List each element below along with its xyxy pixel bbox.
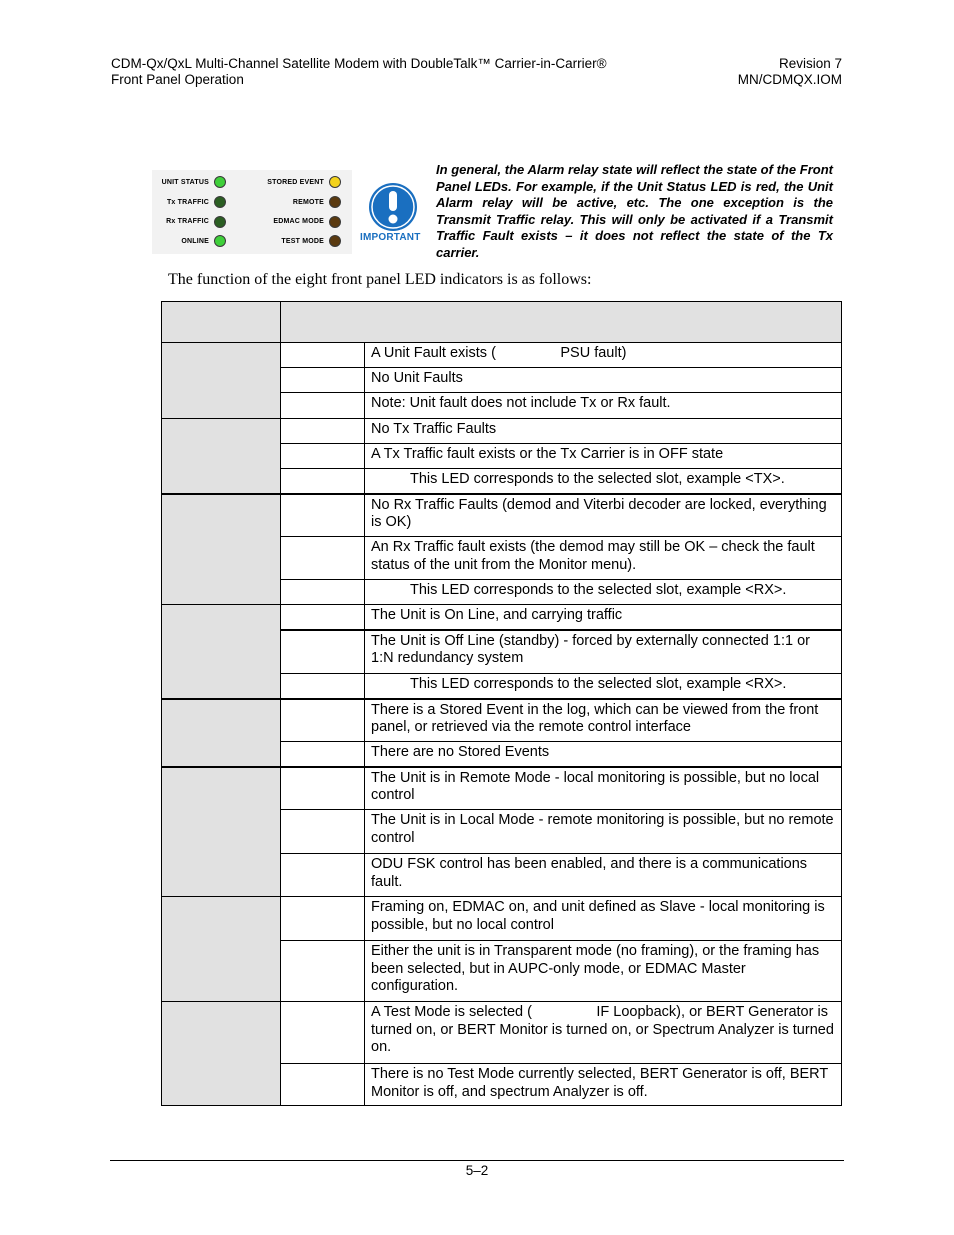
description-cell: No Rx Traffic Faults (demod and Viterbi decoder are locked, everything is OK) bbox=[365, 494, 842, 537]
condition-cell bbox=[281, 699, 365, 742]
condition-cell bbox=[281, 368, 365, 393]
condition-cell bbox=[281, 767, 365, 810]
condition-cell bbox=[281, 537, 365, 580]
table-row bbox=[162, 699, 842, 742]
description-cell: Either the unit is in Transparent mode (no framing), or the framing has been selected, but in AUPC-only mode, or EDMAC Master configuration. bbox=[365, 941, 842, 1002]
condition-cell bbox=[281, 941, 365, 1002]
description-cell: An Rx Traffic fault exists (the demod may still be OK – check the fault status of the unit from the Monitor menu). bbox=[365, 537, 842, 580]
led-name-cell bbox=[162, 1002, 281, 1106]
condition-cell bbox=[281, 444, 365, 469]
description-cell: ODU FSK control has been enabled, and there is a communications fault. bbox=[365, 854, 842, 897]
description-cell: A Tx Traffic fault exists or the Tx Carrier is in OFF state bbox=[365, 444, 842, 469]
led-tx-traffic-icon bbox=[214, 196, 226, 208]
description-cell: The Unit is On Line, and carrying traffic bbox=[365, 605, 842, 630]
condition-cell bbox=[281, 897, 365, 941]
led-online-icon bbox=[214, 235, 226, 247]
led-rx-traffic-icon bbox=[214, 216, 226, 228]
led-name-cell bbox=[162, 419, 281, 494]
description-cell: There is a Stored Event in the log, which can be viewed from the front panel, or retrieved via the remote control interface bbox=[365, 699, 842, 742]
led-label-test-mode: TEST MODE bbox=[281, 238, 324, 245]
revision-label: Revision 7 bbox=[778, 56, 842, 71]
led-name-cell bbox=[162, 897, 281, 1002]
led-name-cell bbox=[162, 343, 281, 419]
section-title: Front Panel Operation bbox=[111, 72, 244, 87]
table-row bbox=[162, 1002, 842, 1064]
condition-cell bbox=[281, 810, 365, 854]
condition-cell bbox=[281, 393, 365, 419]
description-cell: There are no Stored Events bbox=[365, 742, 842, 767]
condition-cell bbox=[281, 343, 365, 368]
description-cell: This LED corresponds to the selected slot, example <TX>. bbox=[365, 469, 842, 494]
description-cell: No Tx Traffic Faults bbox=[365, 419, 842, 444]
condition-cell bbox=[281, 674, 365, 699]
description-cell: The Unit is in Local Mode - remote monitoring is possible, but no remote control bbox=[365, 810, 842, 854]
condition-cell bbox=[281, 419, 365, 444]
condition-cell bbox=[281, 1002, 365, 1064]
led-stored-event-icon bbox=[329, 176, 341, 188]
document-title: CDM-Qx/QxL Multi-Channel Satellite Modem with DoubleTalk™ Carrier-in-Carrier® bbox=[111, 56, 607, 71]
document-number: MN/CDMQX.IOM bbox=[737, 72, 842, 87]
led-unit-status-icon bbox=[214, 176, 226, 188]
table-row bbox=[162, 494, 842, 537]
description-cell: The Unit is Off Line (standby) - forced by externally connected 1:1 or 1:N redundancy system bbox=[365, 630, 842, 674]
condition-cell bbox=[281, 605, 365, 630]
description-cell: This LED corresponds to the selected slot, example <RX>. bbox=[365, 674, 842, 699]
led-label-stored-event: STORED EVENT bbox=[267, 179, 324, 186]
condition-cell bbox=[281, 494, 365, 537]
condition-cell bbox=[281, 1064, 365, 1106]
led-label-tx-traffic: Tx TRAFFIC bbox=[166, 199, 209, 206]
description-cell: Note: Unit fault does not include Tx or Rx fault. bbox=[365, 393, 842, 419]
condition-cell bbox=[281, 580, 365, 605]
description-cell: There is no Test Mode currently selected, BERT Generator is off, BERT Monitor is off, and spectrum Analyzer is off. bbox=[365, 1064, 842, 1106]
intro-text: The function of the eight front panel LED indicators is as follows: bbox=[168, 271, 592, 288]
table-row bbox=[162, 897, 842, 941]
led-label-online: ONLINE bbox=[181, 238, 209, 245]
led-name-cell bbox=[162, 605, 281, 699]
table-row bbox=[162, 605, 842, 630]
table-header-cell bbox=[162, 302, 281, 343]
description-cell: A Test Mode is selected ( IF Loopback), or BERT Generator is turned on, or BERT Monitor is turned on, or Spectrum Analyzer is turned on. bbox=[365, 1002, 842, 1064]
led-function-table bbox=[161, 301, 842, 1106]
led-name-cell bbox=[162, 767, 281, 897]
table-row bbox=[162, 767, 842, 810]
led-label-edmac-mode: EDMAC MODE bbox=[273, 218, 324, 225]
condition-cell bbox=[281, 854, 365, 897]
led-label-unit-status: UNIT STATUS bbox=[161, 179, 209, 186]
description-cell: A Unit Fault exists ( PSU fault) bbox=[365, 343, 842, 368]
led-label-remote: REMOTE bbox=[292, 199, 324, 206]
document-header-left bbox=[111, 56, 607, 88]
table-header-cell bbox=[281, 302, 842, 343]
description-cell: Framing on, EDMAC on, and unit defined as Slave - local monitoring is possible, but no local control bbox=[365, 897, 842, 941]
led-edmac-mode-icon bbox=[329, 216, 341, 228]
led-name-cell bbox=[162, 494, 281, 605]
page-number: 5–2 bbox=[465, 1163, 489, 1178]
condition-cell bbox=[281, 469, 365, 494]
led-name-cell bbox=[162, 699, 281, 767]
important-note: In general, the Alarm relay state will reflect the state of the Front Panel LEDs. For example, if the Unit Status LED is red, the Unit Alarm relay will be active, etc. The one exception is the Transmit Traffic relay. This will only be activated if a Transmit Traffic Fault exists – it does not reflect the state of the Tx carrier. bbox=[436, 162, 833, 260]
table-row bbox=[162, 343, 842, 368]
important-label: IMPORTANT bbox=[360, 232, 421, 243]
description-cell: No Unit Faults bbox=[365, 368, 842, 393]
description-cell: The Unit is in Remote Mode - local monitoring is possible, but no local control bbox=[365, 767, 842, 810]
condition-cell bbox=[281, 742, 365, 767]
led-test-mode-icon bbox=[329, 235, 341, 247]
condition-cell bbox=[281, 630, 365, 674]
description-cell: This LED corresponds to the selected slot, example <RX>. bbox=[365, 580, 842, 605]
table-row bbox=[162, 419, 842, 444]
document-header-right bbox=[738, 56, 842, 88]
led-label-rx-traffic: Rx TRAFFIC bbox=[166, 218, 209, 225]
table-header-row bbox=[162, 302, 842, 343]
led-panel-image bbox=[152, 170, 352, 254]
led-remote-icon bbox=[329, 196, 341, 208]
footer-divider bbox=[110, 1160, 844, 1161]
